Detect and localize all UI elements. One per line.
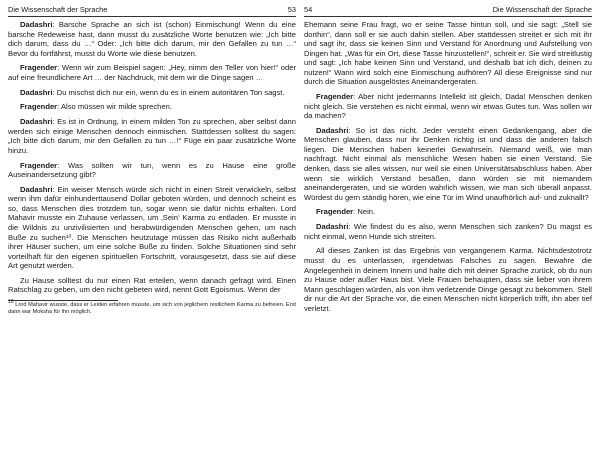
paragraph: Dadashri: Du mischst dich nur ein, wenn du es in einem autoritären Ton sagst.: [20, 87, 285, 97]
paragraph: Dadashri: Wie findest du es also, wenn Menschen sich zanken? Du magst es nicht einmal, wenn Hunde sich streiten.: [304, 222, 592, 241]
running-header-right: [304, 5, 592, 17]
page-body: [8, 20, 296, 316]
paragraph: Fragender: Nein.: [316, 207, 376, 217]
header-title: Die Wissenschaft der Sprache: [8, 5, 108, 14]
paragraph-text: Barsche Sprache an sich ist (schon) Einmischung! Wenn du eine barsche Redeweise hast, dann musst du zusätzliche Worte benutzen wie: „Ich bitte dich darum, dass du …“ Oder: „Ich bitte dich darum, mir den Gefallen zu tun …“ Bevor du fortfährst, musst du Worte wie diese benutzen.: [8, 20, 296, 58]
speaker-name: Fragender: [20, 63, 58, 73]
paragraph: Dadashri: Barsche Sprache an sich ist (schon) Einmischung! Wenn du eine barsche Redeweise hast, dann musst du zusätzliche Worte benutzen wie: „Ich bitte dich darum, dass du …“ Oder: „Ich bitte dich darum, mir den Gefallen zu tun …“ Bevor du fortfährst, musst du Worte wie diese benutzen.: [8, 20, 296, 58]
paragraph-text: Was sollten wir tun, wenn es zu Hause eine große Auseinandersetzung gibt?: [8, 160, 296, 180]
speaker-name: Dadashri: [20, 20, 53, 29]
right-page: [304, 0, 592, 474]
paragraph-text: So ist das nicht. Jeder versteht einen Gedankengang, aber die Menschen glauben, dass nur ihr Denken richtig ist und dass die anderen falsch liegen. Die Menschen haben keinerlei Gewahrsein. Niemand weiß, wie man nachfragt. Nicht einmal als menschliche Wesen haben sie einen Verstand. Sie denken, dass sie alles wissen, nur weil sie einen Universitätsabschluss haben. Aber wenn sie wirklich Verstand besäßen, dann würden sie mit niemandem aneinandergeraten, und sie würden wahrlich wissen, wie man sich überall anpasst. Würdest du gern ständig hören, wie eine Tür im Wind unaufhörlich auf- und zuknallt?: [304, 125, 592, 202]
paragraph-text: Es ist in Ordnung, in einem milden Ton zu sprechen, aber selbst dann werden sich einige Menschen dennoch einmischen. Stattdessen solltest du sagen: „Ich bitte dich darum, mir den Gefallen zu tun …!“ Füge ein paar zusätzliche Worte hinzu.: [8, 117, 296, 155]
speaker-name: Dadashri: [20, 117, 53, 127]
page-body: [304, 20, 592, 318]
paragraph: Fragender: Also müssen wir milde sprechen.: [20, 102, 172, 112]
footnote-marker: 10: [8, 299, 14, 306]
running-header-left: [8, 5, 296, 17]
paragraph-text: All dieses Zanken ist das Ergebnis von vergangenem Karma. Nichtsdestotrotz musst du es unterlassen, irgendetwas Falsches zu sagen. Bewahre die Angelegenheit in deinem Innern und halte dich mit deiner Sprache zurück, ob du nun zu Hause oder außer Haus bist. Viele Frauen behaupten, dass sie lieber von ihrem Mann geschlagen würden, als von ihm verletzende Dinge gesagt zu bekommen. Stell dir nur die Art der Sprache vor, die einen Menschen nicht körperlich trifft, ihn aber tief verletzt.: [304, 246, 592, 313]
speaker-name: Fragender: [316, 207, 354, 217]
page-number: 53: [287, 5, 296, 14]
speaker-name: Fragender: [316, 92, 354, 102]
paragraph: Dadashri: Ein weiser Mensch würde sich nicht in einen Streit verwickeln, selbst wenn ihm dafür einhunderttausend Dollar geboten würden, und dennoch scheint es so, dass Menschen dies trotzdem tun, sogar wenn sie dafür nichts erhalten. Lord Mahavir musste ein Zuhause verlassen, um ‚Sein‘ Karma zu entladen. Er musste in die Wildnis zu unzivilisierten und herabwürdigenden Menschen gehen, um nach Buße zu suchen¹⁰. Die Menschen heutzutage müssen das Risiko nicht außerhalb ihrer Häuser suchen, um eine solche Buße zu finden. Solche Situationen sind sehr vorteilhaft für den eigenen spirituellen Fortschritt, vorausgesetzt, dass sie auf diese Art genutzt werden.: [8, 184, 296, 271]
paragraph: [304, 20, 592, 87]
speaker-name: Dadashri: [316, 125, 349, 135]
paragraph-text: Ein weiser Mensch würde sich nicht in einen Streit verwickeln, selbst wenn ihm dafür einhunderttausend Dollar geboten würden, und dennoch scheint es so, dass Menschen dies trotzdem tun, sogar wenn sie dafür nichts erhalten. Lord Mahavir musste ein Zuhause verlassen, um ‚Sein‘ Karma zu entladen. Er musste in die Wildnis zu unzivilisierten und herabwürdigenden Menschen gehen, um nach Buße zu suchen¹⁰. Die Menschen heutzutage müssen das Risiko nicht außerhalb ihrer Häuser suchen, um eine solche Buße zu finden. Solche Situationen sind sehr vorteilhaft für den eigenen spirituellen Fortschritt, vorausgesetzt, dass sie auf diese Art genutzt werden.: [8, 184, 296, 271]
paragraph-text: Wenn wir zum Beispiel sagen: „Hey, nimm den Teller von hier!“ oder auf eine freundlichere Art … der Nachdruck, mit dem wir die Dinge sagen …: [8, 63, 296, 82]
speaker-name: Dadashri: [20, 87, 53, 97]
paragraph-text: Zu Hause solltest du nur einen Rat erteilen, wenn danach gefragt wird. Einen Ratschlag zu geben, um den nicht gebeten wird, nennt Gott Egoismus. Wenn der: [8, 275, 296, 295]
left-page: [8, 0, 296, 474]
paragraph: Dadashri: Es ist in Ordnung, in einem milden Ton zu sprechen, aber selbst dann werden sich einige Menschen dennoch einmischen. Stattdessen solltest du sagen: „Ich bitte dich darum, mir den Gefallen zu tun …!“ Füge ein paar zusätzliche Worte hinzu.: [8, 117, 296, 155]
paragraph: Dadashri: So ist das nicht. Jeder versteht einen Gedankengang, aber die Menschen glauben, dass nur ihr Denken richtig ist und dass die anderen falsch liegen. Die Menschen haben keinerlei Gewahrsein. Niemand weiß, wie man nachfragt. Nicht einmal als menschliche Wesen haben sie einen Verstand. Sie denken, dass sie alles wissen, nur weil sie einen Universitätsabschluss haben. Aber wenn sie wirklich Verstand besäßen, dann würden sie mit niemandem aneinandergeraten, und sie würden wahrlich wissen, wie man sich überall anpasst. Würdest du gern ständig hören, wie eine Tür im Wind unaufhörlich auf- und zuknallt?: [304, 125, 592, 202]
paragraph: [304, 246, 592, 313]
speaker-name: Dadashri: [20, 184, 53, 194]
paragraph-text: Wie findest du es also, wenn Menschen sich zanken? Du magst es nicht einmal, wenn Hunde sich streiten.: [304, 222, 592, 241]
paragraph-text: Aber nicht jedermanns Intellekt ist gleich, Dada! Menschen denken nicht gleich. Sie verstehen es nicht einmal, wenn wir etwas Gutes tun. Was sollen wir da machen?: [304, 92, 592, 121]
paragraph-text: Ehemann seine Frau fragt, wo er seine Tasse hintun soll, und sie sagt: „Stell sie dorthin“, dann soll er sie auch dahin stellen. Aber stattdessen streitet er sich mit ihr und sagt ihr, dass sie keinen Sinn und Verstand für Anordnung und Aufstellung von Dingen hat. „Was für ein Ort, diese Tasse hinzustellen!“, schreit er. Sie wird streitlustig und sagt: „Ich habe keinen Sinn und Verstand, und deshalb bat ich dich, deinen zu nutzen!“ Wann wird solch eine Einmischung aufhören? All diese Ereignisse sind nur durch die Situation ausgelöstes Aneinandergeraten.: [304, 20, 592, 87]
speaker-name: Fragender: [20, 160, 58, 170]
paragraph-text: Nein.: [357, 207, 376, 217]
speaker-name: Dadashri: [316, 222, 349, 232]
paragraph: [8, 276, 296, 295]
paragraph: Fragender: Aber nicht jedermanns Intellekt ist gleich, Dada! Menschen denken nicht gleich. Sie verstehen es nicht einmal, wenn wir etwas Gutes tun. Was sollen wir da machen?: [304, 92, 592, 121]
page-number: 54: [304, 5, 313, 14]
footnote-text: Lord Mahavir wusste, dass er Leiden erfahren musste, um sich von jeglichem restlichem Karma zu befreien. Erst dann war Moksha für ihn möglich.: [8, 302, 296, 316]
header-title: Die Wissenschaft der Sprache: [492, 5, 592, 14]
paragraph: Fragender: Was sollten wir tun, wenn es zu Hause eine große Auseinandersetzung gibt?: [8, 160, 296, 180]
speaker-name: Fragender: [20, 102, 58, 112]
paragraph-text: Also müssen wir milde sprechen.: [60, 102, 172, 112]
paragraph-text: Du mischst dich nur ein, wenn du es in einem autoritären Ton sagst.: [56, 87, 285, 97]
paragraph: Fragender: Wenn wir zum Beispiel sagen: „Hey, nimm den Teller von hier!“ oder auf eine freundlichere Art … der Nachdruck, mit dem wir die Dinge sagen …: [8, 63, 296, 82]
footnote: [8, 299, 296, 316]
